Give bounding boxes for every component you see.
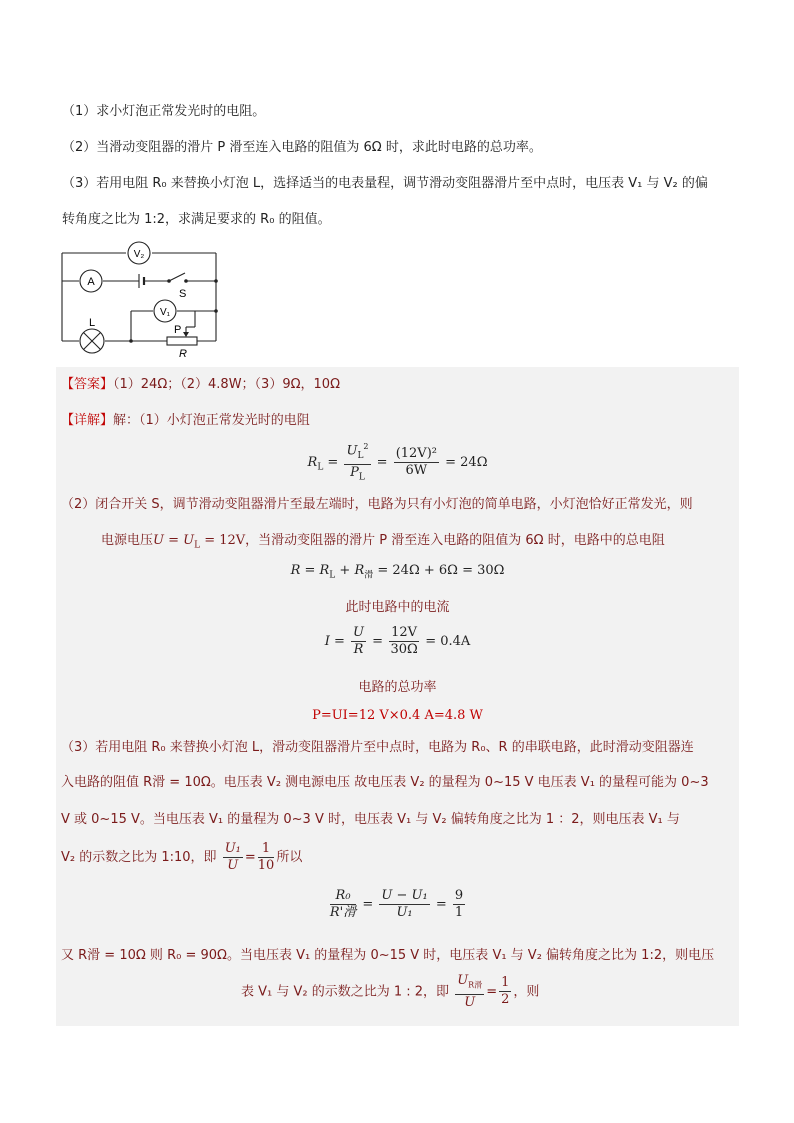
answer-text: （1）24Ω；（2）4.8W；（3）9Ω，10Ω	[113, 377, 341, 392]
detail-intro: 解：（1）小灯泡正常发光时的电阻	[113, 413, 310, 428]
detail-intro-line	[61, 409, 310, 428]
part2-line-1: （2）闭合开关 S，调节滑动变阻器滑片至最左端时，电路为只有小灯泡的简单电路，小灯泡恰好正常发光，则	[61, 497, 693, 512]
detail-tag: 【详解】	[61, 413, 114, 428]
answer-line	[61, 373, 340, 392]
equation-power: P=UI=12 V×0.4 A=4.8 W	[312, 708, 483, 723]
lamp-label: L	[89, 317, 96, 329]
power-label: 电路的总功率	[358, 680, 437, 695]
question-1: （1）求小灯泡正常发光时的电阻。	[62, 104, 266, 119]
part3-line-1: （3）若用电阻 R₀ 来替换小灯泡 L，滑动变阻器滑片至中点时，电路为 R₀、R 的串联电路，此时滑动变阻器连	[61, 740, 694, 755]
slider-label: P	[174, 324, 182, 336]
ammeter-label: A	[87, 276, 95, 288]
part3-line-6: 表 V₁ 与 V₂ 的示数之比为 1 : 2，即 $\frac{U_{R滑}}{U}$ = $\frac{1}{2}$ ，则	[241, 973, 540, 1010]
equation-total-resistance: $R = R_L + R_滑 = 24\Omega + 6\Omega = 30\Omega$	[290, 563, 505, 581]
answer-tag: 【答案】	[61, 377, 114, 392]
v1-label: V₁	[159, 307, 171, 318]
part3-line-2: 入电路的阻值 R滑 = 10Ω。电压表 V₂ 测电源电压 故电压表 V₂ 的量程为 0~15 V 电压表 V₁ 的量程可能为 0~3	[61, 775, 709, 790]
equation-resistance: $R_L$ = $\frac{U_L^2}{P_L}$ = $\frac{\text{(12V)²}}{6W}$ = 24Ω	[56, 439, 739, 486]
circuit-diagram	[55, 237, 225, 359]
question-3-line-2: 转角度之比为 1:2，求满足要求的 R₀ 的阻值。	[62, 212, 331, 227]
question-3-line-1: （3）若用电阻 R₀ 来替换小灯泡 L，选择适当的电表量程，调节滑动变阻器滑片至中点时，电压表 V₁ 与 V₂ 的偏	[62, 176, 708, 191]
question-2: （2）当滑动变阻器的滑片 P 滑至连入电路的阻值为 6Ω 时，求此时电路的总功率。	[62, 140, 542, 155]
part3-line-4: V₂ 的示数之比为 1:10，即 $\frac{\text{U₁}}{U}$ = $\frac{1}{10}$ 所以	[61, 841, 303, 873]
v2-label: V₂	[133, 249, 145, 260]
current-label: 此时电路中的电流	[345, 600, 450, 615]
equation-ratio: $\frac{\text{R₀}}{\text{R'滑}}$ = $\frac{\text{U − U₁}}{\text{U₁}}$ = $\frac{9}{1}$	[329, 888, 464, 920]
resistor-label: R	[179, 348, 187, 359]
equation-current: I = $\frac{U}{R}$ = $\frac{12V}{30\Omega}$ = 0.4A	[324, 625, 471, 657]
solution-panel	[56, 367, 739, 1026]
part3-line-5: 又 R滑 = 10Ω 则 R₀ = 90Ω。当电压表 V₁ 的量程为 0~15 V 时，电压表 V₁ 与 V₂ 偏转角度之比为 1:2，则电压	[61, 948, 715, 963]
part2-line-2: 电源电压$U = U_L = 12V$，当滑动变阻器的滑片 P 滑至连入电路的阻值为 6Ω 时，电路中的总电阻	[101, 533, 665, 551]
switch-label: S	[179, 288, 187, 300]
part3-line-3: V 或 0~15 V。当电压表 V₁ 的量程为 0~3 V 时，电压表 V₁ 与 V₂ 偏转角度之比为 1 ：2，则电压表 V₁ 与	[61, 812, 680, 827]
